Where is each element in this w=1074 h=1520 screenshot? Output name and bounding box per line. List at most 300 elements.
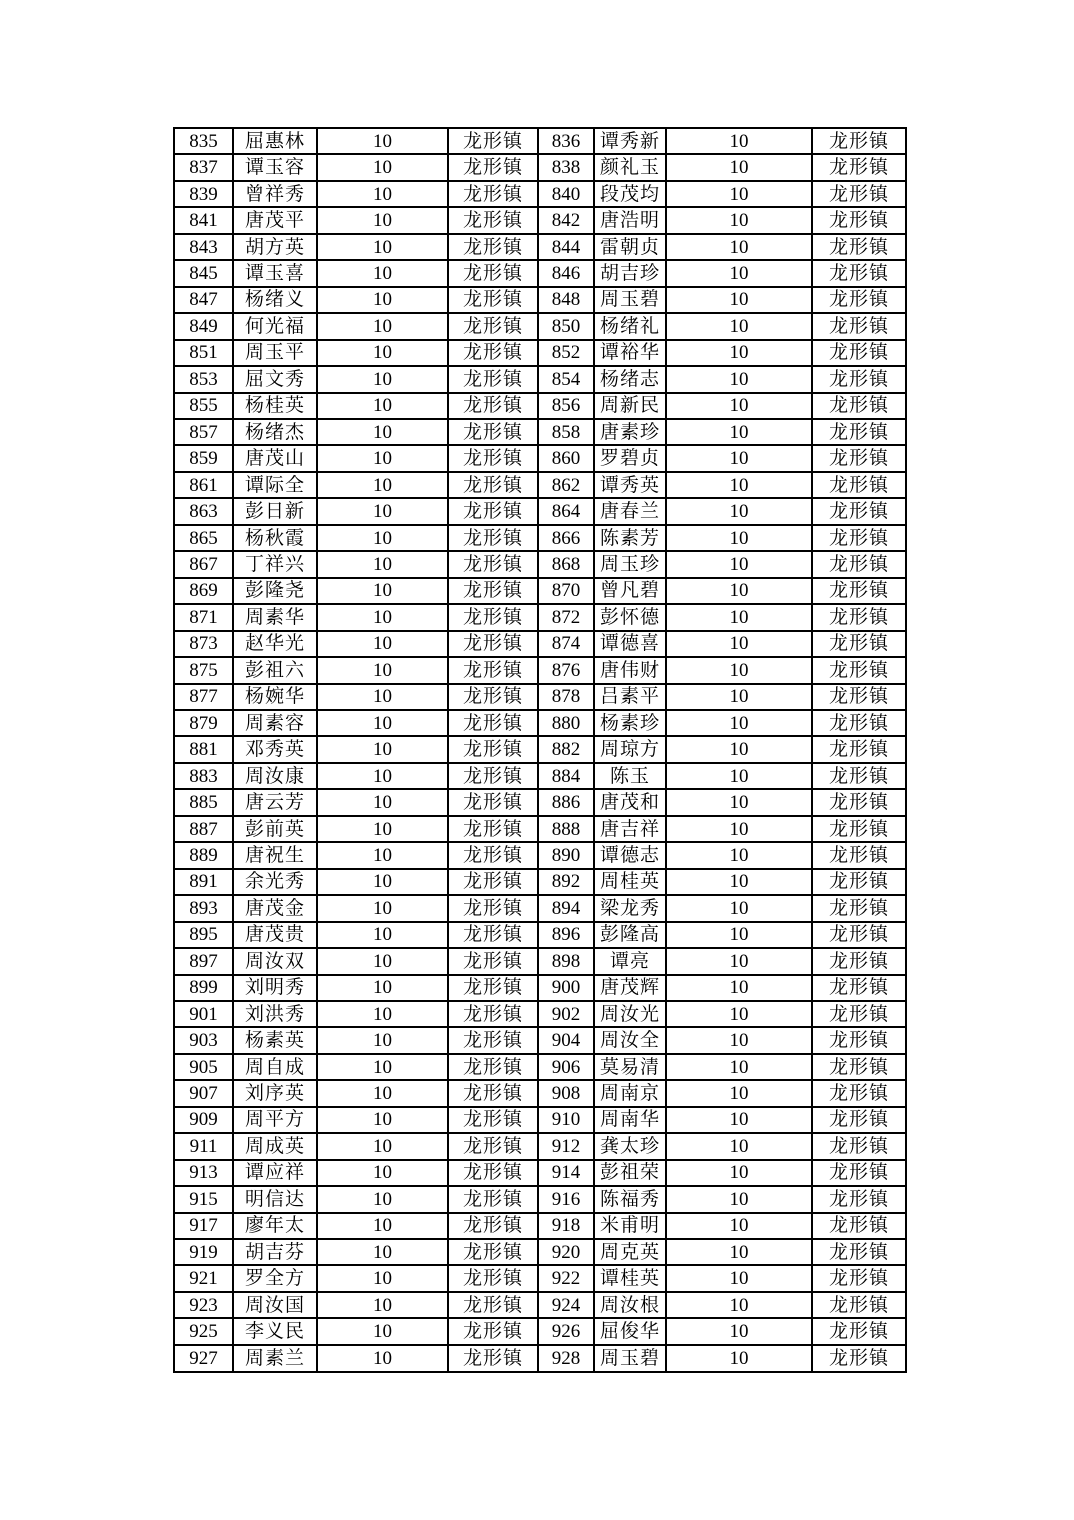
roster-table xyxy=(173,127,907,1373)
name-cell: 唐云芳 xyxy=(233,789,317,815)
town-cell: 龙形镇 xyxy=(448,1292,538,1318)
name-cell: 唐素珍 xyxy=(594,419,666,445)
name-cell: 杨绪义 xyxy=(233,287,317,313)
town-cell: 龙形镇 xyxy=(812,1345,906,1372)
amount-cell: 10 xyxy=(317,869,448,895)
name-cell: 杨绪杰 xyxy=(233,419,317,445)
name-cell: 谭德喜 xyxy=(594,631,666,657)
table-row xyxy=(174,789,906,815)
name-cell: 唐祝生 xyxy=(233,842,317,868)
town-cell: 龙形镇 xyxy=(448,340,538,366)
index-cell: 892 xyxy=(538,869,594,895)
amount-cell: 10 xyxy=(317,657,448,683)
index-cell: 918 xyxy=(538,1213,594,1239)
amount-cell: 10 xyxy=(666,975,812,1001)
town-cell: 龙形镇 xyxy=(448,287,538,313)
roster-table-body xyxy=(174,128,906,1372)
town-cell: 龙形镇 xyxy=(448,1054,538,1080)
amount-cell: 10 xyxy=(666,1345,812,1372)
table-row xyxy=(174,154,906,180)
name-cell: 周自成 xyxy=(233,1054,317,1080)
town-cell: 龙形镇 xyxy=(448,419,538,445)
amount-cell: 10 xyxy=(666,1133,812,1159)
name-cell: 周汝光 xyxy=(594,1001,666,1027)
name-cell: 余光秀 xyxy=(233,869,317,895)
amount-cell: 10 xyxy=(666,816,812,842)
amount-cell: 10 xyxy=(317,922,448,948)
index-cell: 866 xyxy=(538,525,594,551)
amount-cell: 10 xyxy=(317,763,448,789)
index-cell: 904 xyxy=(538,1027,594,1053)
amount-cell: 10 xyxy=(317,1213,448,1239)
index-cell: 927 xyxy=(174,1345,233,1372)
town-cell: 龙形镇 xyxy=(812,1318,906,1344)
amount-cell: 10 xyxy=(317,1054,448,1080)
town-cell: 龙形镇 xyxy=(448,260,538,286)
town-cell: 龙形镇 xyxy=(812,207,906,233)
index-cell: 915 xyxy=(174,1186,233,1212)
town-cell: 龙形镇 xyxy=(812,948,906,974)
town-cell: 龙形镇 xyxy=(448,1318,538,1344)
town-cell: 龙形镇 xyxy=(812,525,906,551)
name-cell: 赵华光 xyxy=(233,631,317,657)
amount-cell: 10 xyxy=(317,551,448,577)
town-cell: 龙形镇 xyxy=(812,578,906,604)
town-cell: 龙形镇 xyxy=(812,234,906,260)
index-cell: 924 xyxy=(538,1292,594,1318)
name-cell: 刘明秀 xyxy=(233,975,317,1001)
name-cell: 周汝根 xyxy=(594,1292,666,1318)
town-cell: 龙形镇 xyxy=(812,1213,906,1239)
name-cell: 段茂均 xyxy=(594,181,666,207)
name-cell: 周玉平 xyxy=(233,340,317,366)
index-cell: 843 xyxy=(174,234,233,260)
table-row xyxy=(174,445,906,471)
index-cell: 845 xyxy=(174,260,233,286)
town-cell: 龙形镇 xyxy=(448,207,538,233)
name-cell: 谭应祥 xyxy=(233,1160,317,1186)
town-cell: 龙形镇 xyxy=(812,1107,906,1133)
index-cell: 891 xyxy=(174,869,233,895)
amount-cell: 10 xyxy=(317,1027,448,1053)
index-cell: 867 xyxy=(174,551,233,577)
index-cell: 910 xyxy=(538,1107,594,1133)
amount-cell: 10 xyxy=(317,340,448,366)
index-cell: 839 xyxy=(174,181,233,207)
index-cell: 920 xyxy=(538,1239,594,1265)
name-cell: 唐茂辉 xyxy=(594,975,666,1001)
amount-cell: 10 xyxy=(317,313,448,339)
index-cell: 844 xyxy=(538,234,594,260)
name-cell: 杨素英 xyxy=(233,1027,317,1053)
table-row xyxy=(174,948,906,974)
name-cell: 颜礼玉 xyxy=(594,154,666,180)
index-cell: 914 xyxy=(538,1160,594,1186)
town-cell: 龙形镇 xyxy=(812,366,906,392)
amount-cell: 10 xyxy=(666,1265,812,1291)
town-cell: 龙形镇 xyxy=(448,1027,538,1053)
table-row xyxy=(174,763,906,789)
index-cell: 916 xyxy=(538,1186,594,1212)
amount-cell: 10 xyxy=(666,789,812,815)
table-row xyxy=(174,1292,906,1318)
index-cell: 853 xyxy=(174,366,233,392)
town-cell: 龙形镇 xyxy=(448,578,538,604)
name-cell: 谭桂英 xyxy=(594,1265,666,1291)
index-cell: 875 xyxy=(174,657,233,683)
amount-cell: 10 xyxy=(666,1107,812,1133)
index-cell: 873 xyxy=(174,631,233,657)
name-cell: 周平方 xyxy=(233,1107,317,1133)
index-cell: 890 xyxy=(538,842,594,868)
amount-cell: 10 xyxy=(666,736,812,762)
name-cell: 周汝全 xyxy=(594,1027,666,1053)
name-cell: 谭德志 xyxy=(594,842,666,868)
amount-cell: 10 xyxy=(666,1239,812,1265)
town-cell: 龙形镇 xyxy=(812,1027,906,1053)
town-cell: 龙形镇 xyxy=(448,657,538,683)
name-cell: 谭秀英 xyxy=(594,472,666,498)
index-cell: 884 xyxy=(538,763,594,789)
index-cell: 888 xyxy=(538,816,594,842)
amount-cell: 10 xyxy=(317,260,448,286)
amount-cell: 10 xyxy=(666,578,812,604)
index-cell: 925 xyxy=(174,1318,233,1344)
amount-cell: 10 xyxy=(666,313,812,339)
name-cell: 周成英 xyxy=(233,1133,317,1159)
town-cell: 龙形镇 xyxy=(812,710,906,736)
table-row xyxy=(174,1107,906,1133)
amount-cell: 10 xyxy=(317,842,448,868)
amount-cell: 10 xyxy=(317,631,448,657)
name-cell: 龚太珍 xyxy=(594,1133,666,1159)
table-row xyxy=(174,1186,906,1212)
town-cell: 龙形镇 xyxy=(812,498,906,524)
table-row xyxy=(174,1080,906,1106)
town-cell: 龙形镇 xyxy=(812,895,906,921)
town-cell: 龙形镇 xyxy=(448,736,538,762)
name-cell: 何光福 xyxy=(233,313,317,339)
name-cell: 唐伟财 xyxy=(594,657,666,683)
amount-cell: 10 xyxy=(666,551,812,577)
name-cell: 周南京 xyxy=(594,1080,666,1106)
town-cell: 龙形镇 xyxy=(448,366,538,392)
index-cell: 883 xyxy=(174,763,233,789)
town-cell: 龙形镇 xyxy=(448,922,538,948)
town-cell: 龙形镇 xyxy=(812,1239,906,1265)
name-cell: 唐吉祥 xyxy=(594,816,666,842)
index-cell: 872 xyxy=(538,604,594,630)
name-cell: 彭祖荣 xyxy=(594,1160,666,1186)
table-row xyxy=(174,816,906,842)
amount-cell: 10 xyxy=(666,260,812,286)
index-cell: 850 xyxy=(538,313,594,339)
name-cell: 胡吉芬 xyxy=(233,1239,317,1265)
town-cell: 龙形镇 xyxy=(448,181,538,207)
town-cell: 龙形镇 xyxy=(448,710,538,736)
amount-cell: 10 xyxy=(666,1001,812,1027)
name-cell: 彭祖六 xyxy=(233,657,317,683)
index-cell: 899 xyxy=(174,975,233,1001)
town-cell: 龙形镇 xyxy=(812,684,906,710)
amount-cell: 10 xyxy=(666,525,812,551)
amount-cell: 10 xyxy=(666,1160,812,1186)
town-cell: 龙形镇 xyxy=(812,631,906,657)
amount-cell: 10 xyxy=(317,445,448,471)
table-row xyxy=(174,604,906,630)
name-cell: 屈俊华 xyxy=(594,1318,666,1344)
amount-cell: 10 xyxy=(317,128,448,154)
table-row xyxy=(174,975,906,1001)
name-cell: 刘洪秀 xyxy=(233,1001,317,1027)
index-cell: 917 xyxy=(174,1213,233,1239)
index-cell: 912 xyxy=(538,1133,594,1159)
amount-cell: 10 xyxy=(666,1318,812,1344)
index-cell: 858 xyxy=(538,419,594,445)
index-cell: 928 xyxy=(538,1345,594,1372)
amount-cell: 10 xyxy=(666,445,812,471)
amount-cell: 10 xyxy=(317,1001,448,1027)
name-cell: 唐茂平 xyxy=(233,207,317,233)
index-cell: 838 xyxy=(538,154,594,180)
town-cell: 龙形镇 xyxy=(812,789,906,815)
index-cell: 909 xyxy=(174,1107,233,1133)
index-cell: 926 xyxy=(538,1318,594,1344)
town-cell: 龙形镇 xyxy=(448,525,538,551)
name-cell: 唐茂山 xyxy=(233,445,317,471)
town-cell: 龙形镇 xyxy=(448,816,538,842)
name-cell: 彭前英 xyxy=(233,816,317,842)
table-row xyxy=(174,393,906,419)
name-cell: 周汝国 xyxy=(233,1292,317,1318)
town-cell: 龙形镇 xyxy=(448,895,538,921)
town-cell: 龙形镇 xyxy=(448,1239,538,1265)
amount-cell: 10 xyxy=(666,207,812,233)
town-cell: 龙形镇 xyxy=(448,551,538,577)
name-cell: 刘序英 xyxy=(233,1080,317,1106)
index-cell: 870 xyxy=(538,578,594,604)
town-cell: 龙形镇 xyxy=(812,1265,906,1291)
amount-cell: 10 xyxy=(666,1027,812,1053)
name-cell: 谭玉容 xyxy=(233,154,317,180)
index-cell: 851 xyxy=(174,340,233,366)
index-cell: 871 xyxy=(174,604,233,630)
table-row xyxy=(174,869,906,895)
town-cell: 龙形镇 xyxy=(448,975,538,1001)
amount-cell: 10 xyxy=(666,1054,812,1080)
town-cell: 龙形镇 xyxy=(812,445,906,471)
town-cell: 龙形镇 xyxy=(448,1345,538,1372)
table-row xyxy=(174,1265,906,1291)
name-cell: 杨素珍 xyxy=(594,710,666,736)
index-cell: 847 xyxy=(174,287,233,313)
amount-cell: 10 xyxy=(666,922,812,948)
town-cell: 龙形镇 xyxy=(812,154,906,180)
amount-cell: 10 xyxy=(666,710,812,736)
table-row xyxy=(174,260,906,286)
index-cell: 882 xyxy=(538,736,594,762)
amount-cell: 10 xyxy=(317,287,448,313)
amount-cell: 10 xyxy=(317,1265,448,1291)
amount-cell: 10 xyxy=(666,657,812,683)
index-cell: 907 xyxy=(174,1080,233,1106)
index-cell: 894 xyxy=(538,895,594,921)
town-cell: 龙形镇 xyxy=(812,1133,906,1159)
town-cell: 龙形镇 xyxy=(448,789,538,815)
amount-cell: 10 xyxy=(666,1186,812,1212)
amount-cell: 10 xyxy=(666,287,812,313)
town-cell: 龙形镇 xyxy=(812,287,906,313)
table-row xyxy=(174,578,906,604)
index-cell: 869 xyxy=(174,578,233,604)
name-cell: 胡吉珍 xyxy=(594,260,666,286)
name-cell: 周南华 xyxy=(594,1107,666,1133)
name-cell: 周克英 xyxy=(594,1239,666,1265)
table-row xyxy=(174,1213,906,1239)
name-cell: 李义民 xyxy=(233,1318,317,1344)
town-cell: 龙形镇 xyxy=(448,128,538,154)
town-cell: 龙形镇 xyxy=(448,393,538,419)
table-row xyxy=(174,684,906,710)
town-cell: 龙形镇 xyxy=(448,631,538,657)
amount-cell: 10 xyxy=(666,234,812,260)
amount-cell: 10 xyxy=(317,207,448,233)
name-cell: 陈福秀 xyxy=(594,1186,666,1212)
town-cell: 龙形镇 xyxy=(448,154,538,180)
town-cell: 龙形镇 xyxy=(812,736,906,762)
town-cell: 龙形镇 xyxy=(448,1001,538,1027)
amount-cell: 10 xyxy=(666,1292,812,1318)
name-cell: 胡方英 xyxy=(233,234,317,260)
name-cell: 罗全方 xyxy=(233,1265,317,1291)
index-cell: 861 xyxy=(174,472,233,498)
town-cell: 龙形镇 xyxy=(448,234,538,260)
town-cell: 龙形镇 xyxy=(812,763,906,789)
amount-cell: 10 xyxy=(317,234,448,260)
amount-cell: 10 xyxy=(317,1133,448,1159)
town-cell: 龙形镇 xyxy=(448,1080,538,1106)
amount-cell: 10 xyxy=(317,948,448,974)
index-cell: 902 xyxy=(538,1001,594,1027)
table-row xyxy=(174,1318,906,1344)
index-cell: 840 xyxy=(538,181,594,207)
table-row xyxy=(174,1345,906,1372)
name-cell: 米甫明 xyxy=(594,1213,666,1239)
index-cell: 852 xyxy=(538,340,594,366)
amount-cell: 10 xyxy=(317,1160,448,1186)
name-cell: 唐茂和 xyxy=(594,789,666,815)
amount-cell: 10 xyxy=(666,472,812,498)
town-cell: 龙形镇 xyxy=(448,498,538,524)
town-cell: 龙形镇 xyxy=(812,340,906,366)
amount-cell: 10 xyxy=(317,604,448,630)
table-row xyxy=(174,207,906,233)
amount-cell: 10 xyxy=(317,1345,448,1372)
amount-cell: 10 xyxy=(317,578,448,604)
index-cell: 864 xyxy=(538,498,594,524)
name-cell: 唐浩明 xyxy=(594,207,666,233)
name-cell: 杨绪礼 xyxy=(594,313,666,339)
table-row xyxy=(174,895,906,921)
index-cell: 901 xyxy=(174,1001,233,1027)
name-cell: 梁龙秀 xyxy=(594,895,666,921)
town-cell: 龙形镇 xyxy=(448,684,538,710)
index-cell: 886 xyxy=(538,789,594,815)
index-cell: 835 xyxy=(174,128,233,154)
table-row xyxy=(174,525,906,551)
town-cell: 龙形镇 xyxy=(812,128,906,154)
index-cell: 921 xyxy=(174,1265,233,1291)
amount-cell: 10 xyxy=(666,419,812,445)
town-cell: 龙形镇 xyxy=(448,842,538,868)
name-cell: 周玉碧 xyxy=(594,287,666,313)
index-cell: 846 xyxy=(538,260,594,286)
table-row xyxy=(174,1001,906,1027)
name-cell: 曾凡碧 xyxy=(594,578,666,604)
index-cell: 903 xyxy=(174,1027,233,1053)
amount-cell: 10 xyxy=(317,1292,448,1318)
index-cell: 879 xyxy=(174,710,233,736)
name-cell: 莫易清 xyxy=(594,1054,666,1080)
index-cell: 897 xyxy=(174,948,233,974)
table-row xyxy=(174,1054,906,1080)
table-row xyxy=(174,498,906,524)
town-cell: 龙形镇 xyxy=(812,419,906,445)
town-cell: 龙形镇 xyxy=(448,1133,538,1159)
town-cell: 龙形镇 xyxy=(448,472,538,498)
town-cell: 龙形镇 xyxy=(812,1054,906,1080)
index-cell: 842 xyxy=(538,207,594,233)
name-cell: 邓秀英 xyxy=(233,736,317,762)
index-cell: 893 xyxy=(174,895,233,921)
amount-cell: 10 xyxy=(317,1080,448,1106)
table-row xyxy=(174,710,906,736)
name-cell: 周素兰 xyxy=(233,1345,317,1372)
amount-cell: 10 xyxy=(317,1318,448,1344)
name-cell: 周汝康 xyxy=(233,763,317,789)
table-row xyxy=(174,1027,906,1053)
name-cell: 雷朝贞 xyxy=(594,234,666,260)
amount-cell: 10 xyxy=(666,948,812,974)
index-cell: 876 xyxy=(538,657,594,683)
index-cell: 841 xyxy=(174,207,233,233)
amount-cell: 10 xyxy=(317,419,448,445)
town-cell: 龙形镇 xyxy=(448,1160,538,1186)
table-row xyxy=(174,1160,906,1186)
town-cell: 龙形镇 xyxy=(812,869,906,895)
name-cell: 杨婉华 xyxy=(233,684,317,710)
town-cell: 龙形镇 xyxy=(812,393,906,419)
town-cell: 龙形镇 xyxy=(812,1160,906,1186)
index-cell: 906 xyxy=(538,1054,594,1080)
index-cell: 857 xyxy=(174,419,233,445)
index-cell: 880 xyxy=(538,710,594,736)
name-cell: 唐茂金 xyxy=(233,895,317,921)
index-cell: 863 xyxy=(174,498,233,524)
amount-cell: 10 xyxy=(666,181,812,207)
amount-cell: 10 xyxy=(317,472,448,498)
index-cell: 849 xyxy=(174,313,233,339)
name-cell: 周汝双 xyxy=(233,948,317,974)
name-cell: 陈玉 xyxy=(594,763,666,789)
town-cell: 龙形镇 xyxy=(812,1001,906,1027)
name-cell: 谭亮 xyxy=(594,948,666,974)
table-row xyxy=(174,128,906,154)
index-cell: 881 xyxy=(174,736,233,762)
name-cell: 屈惠林 xyxy=(233,128,317,154)
table-row xyxy=(174,657,906,683)
town-cell: 龙形镇 xyxy=(448,313,538,339)
